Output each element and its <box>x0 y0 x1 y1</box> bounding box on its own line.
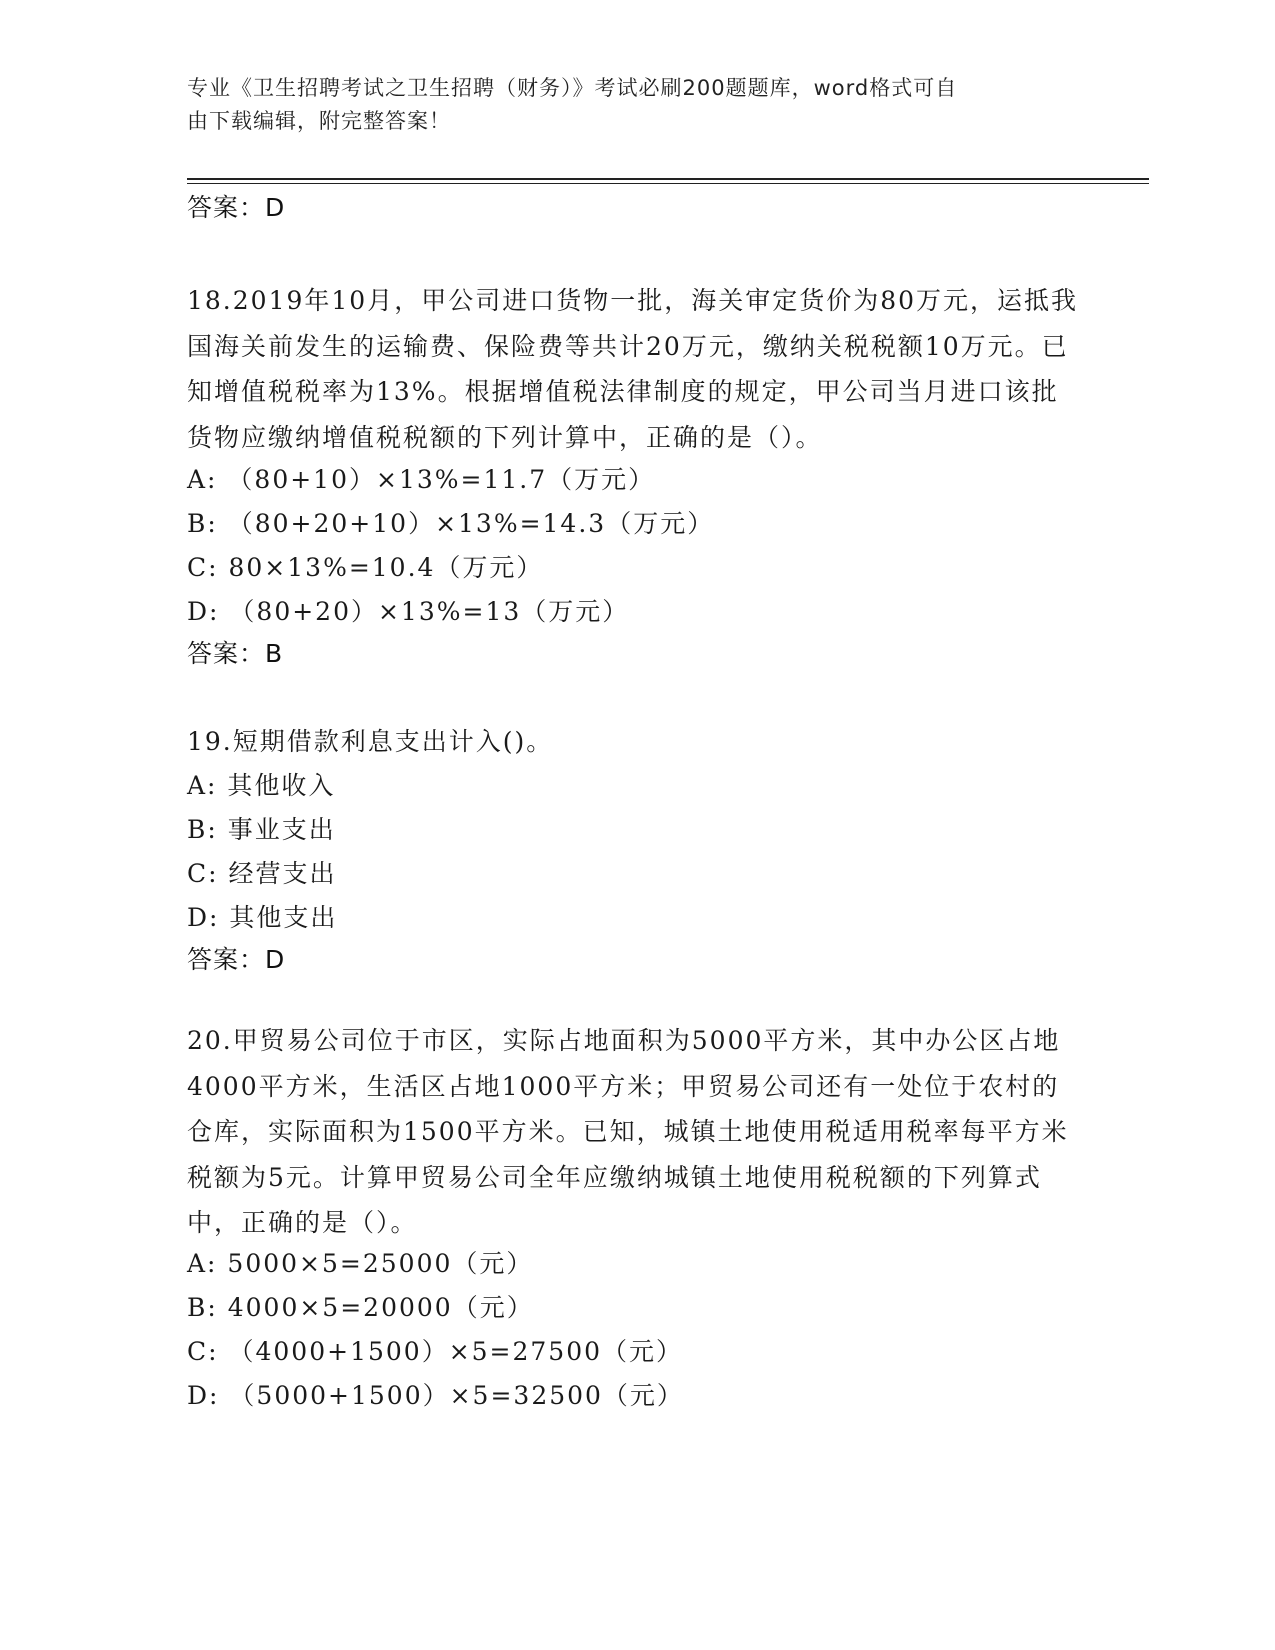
header-line-2: 由下载编辑，附完整答案！ <box>187 109 451 133</box>
question-19-answer: 答案：D <box>187 945 286 974</box>
question-20-option-b: B: 4000×5=20000（元） <box>187 1293 534 1322</box>
question-18-option-b: B: （80+20+10）×13%=14.3（万元） <box>187 509 715 538</box>
question-20-option-d: D: （5000+1500）×5=32500（元） <box>187 1381 684 1410</box>
question-18-option-c: C: 80×13%=10.4（万元） <box>187 553 544 582</box>
question-20-option-a: A: 5000×5=25000（元） <box>187 1249 534 1278</box>
question-19-option-b: B: 事业支出 <box>187 815 336 844</box>
question-19-option-d: D: 其他支出 <box>187 903 338 932</box>
question-19-option-a: A: 其他收入 <box>187 771 336 800</box>
header-line-1: 专业《卫生招聘考试之卫生招聘（财务）》考试必刷200题题库，word格式可自 <box>187 76 958 100</box>
question-19-option-c: C: 经营支出 <box>187 859 337 888</box>
question-18-answer: 答案：B <box>187 639 284 668</box>
question-18-option-d: D: （80+20）×13%=13（万元） <box>187 597 630 626</box>
question-18-text: 18.2019年10月，甲公司进口货物一批，海关审定货价为80万元，运抵我国海关前发生的运输费、保险费等共计20万元，缴纳关税税额10万元。已知增值税税率为13%。根据增值税法律制度的规定，甲公司当月进口该批货物应缴纳增值税税额的下列计算中，正确的是（）。 <box>187 286 1079 452</box>
header-rule-thin <box>187 183 1149 184</box>
question-18-option-a: A: （80+10）×13%=11.7（万元） <box>187 465 656 494</box>
question-20-option-c: C: （4000+1500）×5=27500（元） <box>187 1337 684 1366</box>
header-rule-thick <box>187 178 1149 180</box>
document-header <box>187 72 1067 138</box>
question-20-text: 20.甲贸易公司位于市区，实际占地面积为5000平方米，其中办公区占地4000平方米，生活区占地1000平方米；甲贸易公司还有一处位于农村的仓库，实际面积为1500平方米。已知，城镇土地使用税适用税率每平方米税额为5元。计算甲贸易公司全年应缴纳城镇土地使用税税额的下列算式中，正确的是（）。 <box>187 1026 1069 1237</box>
question-19-text: 19.短期借款利息支出计入()。 <box>187 727 554 756</box>
answer-previous: 答案：D <box>187 193 286 222</box>
